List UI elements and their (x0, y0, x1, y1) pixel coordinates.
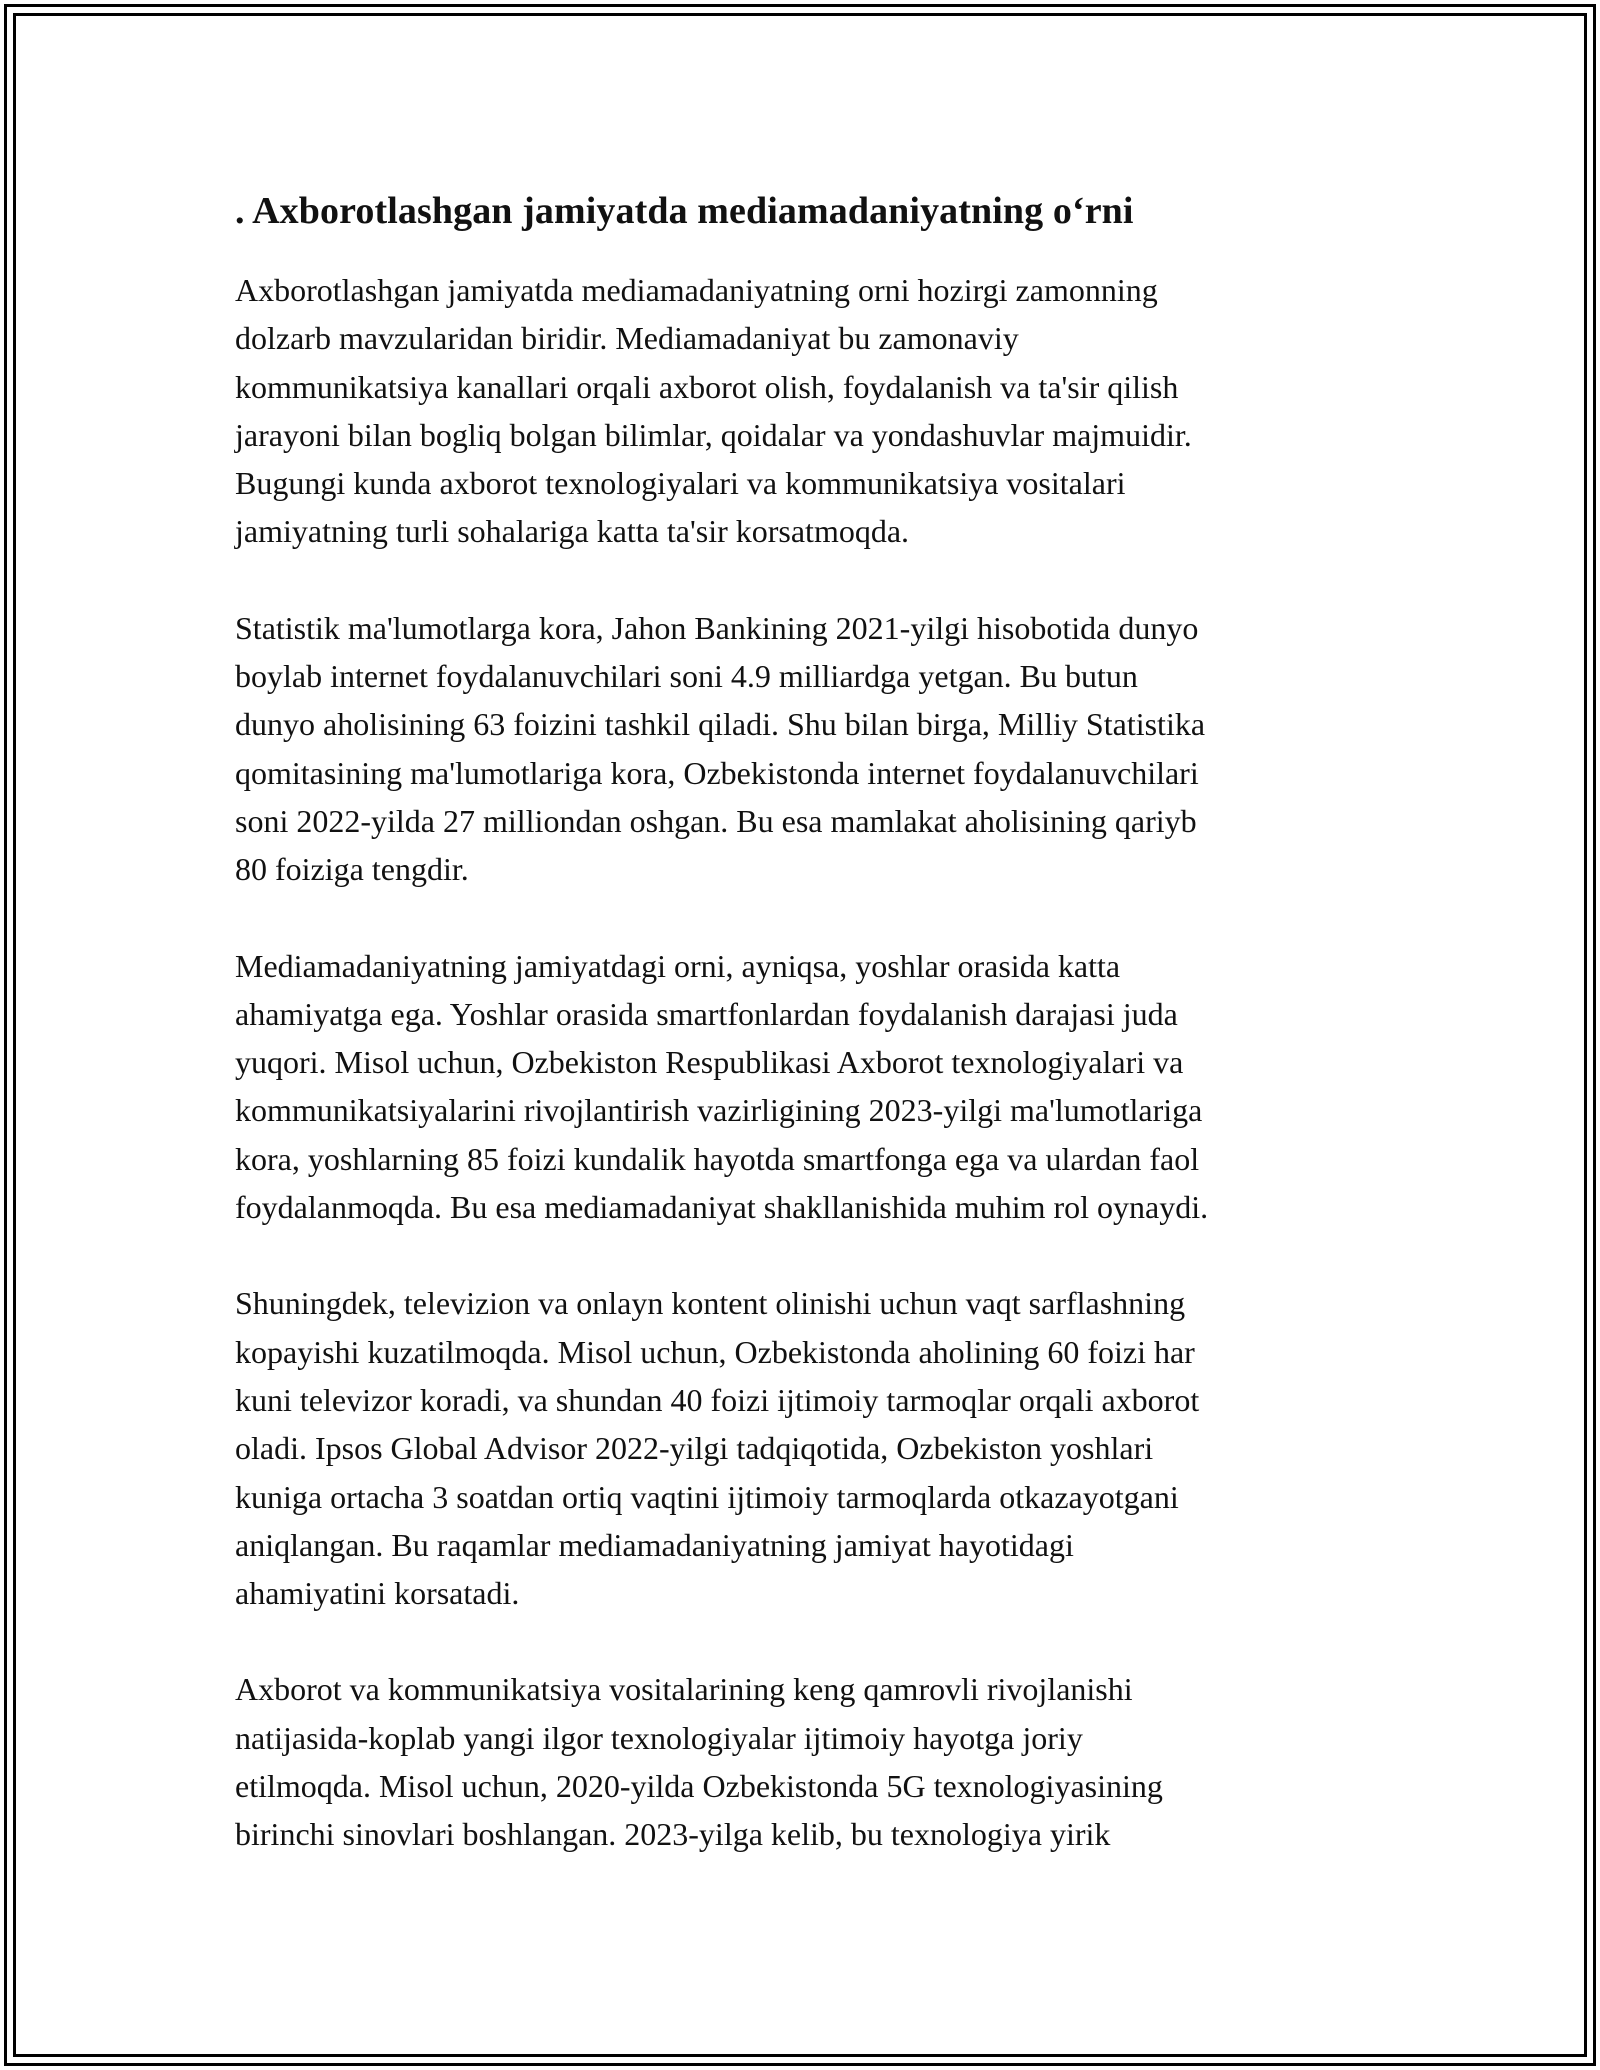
text-line: aniqlangan. Bu raqamlar mediamadaniyatning jamiyat hayotidagi (235, 1526, 1074, 1563)
text-line: Shuningdek, televizion va onlayn kontent olinishi uchun vaqt sarflashning (235, 1285, 1186, 1322)
text-line: ahamiyatini korsatadi. (235, 1575, 520, 1612)
paragraph-2 (235, 604, 1365, 894)
paragraph-3 (235, 942, 1365, 1232)
text-line: jarayoni bilan bogliq bolgan bilimlar, qoidalar va yondashuvlar majmuidir. (235, 416, 1192, 453)
document-body (235, 186, 1365, 1907)
paragraph-4 (235, 1279, 1365, 1617)
text-line: kopayishi kuzatilmoqda. Misol uchun, Ozbekistonda aholining 60 foizi har (235, 1333, 1195, 1370)
text-line: soni 2022-yilda 27 milliondan oshgan. Bu esa mamlakat aholisining qariyb (235, 802, 1197, 839)
text-line: jamiyatning turli sohalariga katta ta'sir korsatmoqda. (235, 513, 910, 550)
text-line: kuni televizor koradi, va shundan 40 foizi ijtimoiy tarmoqlar orqali axborot (235, 1381, 1200, 1418)
text-line: kora, yoshlarning 85 foizi kundalik hayotda smartfonga ega va ulardan faol (235, 1140, 1200, 1177)
text-line: foydalanmoqda. Bu esa mediamadaniyat shakllanishida muhim rol oynaydi. (235, 1189, 1209, 1226)
document-title: . Axborotlashgan jamiyatda mediamadaniyatning o‘rni (235, 190, 1134, 232)
text-line: birinchi sinovlari boshlangan. 2023-yilga kelib, bu texnologiya yirik (235, 1816, 1111, 1853)
text-line: 80 foiziga tengdir. (235, 851, 469, 888)
text-line: natijasida-koplab yangi ilgor texnologiyalar ijtimoiy hayotga joriy (235, 1719, 1083, 1756)
text-line: dunyo aholisining 63 foizini tashkil qiladi. Shu bilan birga, Milliy Statistika (235, 706, 1206, 743)
text-line: kommunikatsiya kanallari orqali axborot olish, foydalanish va ta'sir qilish (235, 368, 1179, 405)
paragraph-1 (235, 266, 1365, 556)
text-line: oladi. Ipsos Global Advisor 2022-yilgi tadqiqotida, Ozbekiston yoshlari (235, 1430, 1154, 1467)
text-line: etilmoqda. Misol uchun, 2020-yilda Ozbekistonda 5G texnologiyasining (235, 1768, 1163, 1805)
text-line: Bugungi kunda axborot texnologiyalari va kommunikatsiya vositalari (235, 465, 1126, 502)
text-line: ahamiyatga ega. Yoshlar orasida smartfonlardan foydalanish darajasi juda (235, 995, 1178, 1032)
text-line: dolzarb mavzularidan biridir. Mediamadaniyat bu zamonaviy (235, 320, 1019, 357)
text-line: qomitasining ma'lumotlariga kora, Ozbekistonda internet foydalanuvchilari (235, 754, 1199, 791)
text-line: kommunikatsiyalarini rivojlantirish vazirligining 2023-yilgi ma'lumotlariga (235, 1092, 1203, 1129)
text-line: kuniga ortacha 3 soatdan ortiq vaqtini ijtimoiy tarmoqlarda otkazayotgani (235, 1478, 1179, 1515)
text-line: Mediamadaniyatning jamiyatdagi orni, ayniqsa, yoshlar orasida katta (235, 947, 1121, 984)
paragraph-5 (235, 1665, 1365, 1858)
text-line: boylab internet foydalanuvchilari soni 4.9 milliardga yetgan. Bu butun (235, 658, 1138, 695)
text-line: Statistik ma'lumotlarga kora, Jahon Bankining 2021-yilgi hisobotida dunyo (235, 609, 1199, 646)
text-line: yuqori. Misol uchun, Ozbekiston Respublikasi Axborot texnologiyalari va (235, 1044, 1184, 1081)
text-line: Axborot va kommunikatsiya vositalarining keng qamrovli rivojlanishi (235, 1671, 1133, 1708)
text-line: Axborotlashgan jamiyatda mediamadaniyatning orni hozirgi zamonning (235, 272, 1158, 308)
